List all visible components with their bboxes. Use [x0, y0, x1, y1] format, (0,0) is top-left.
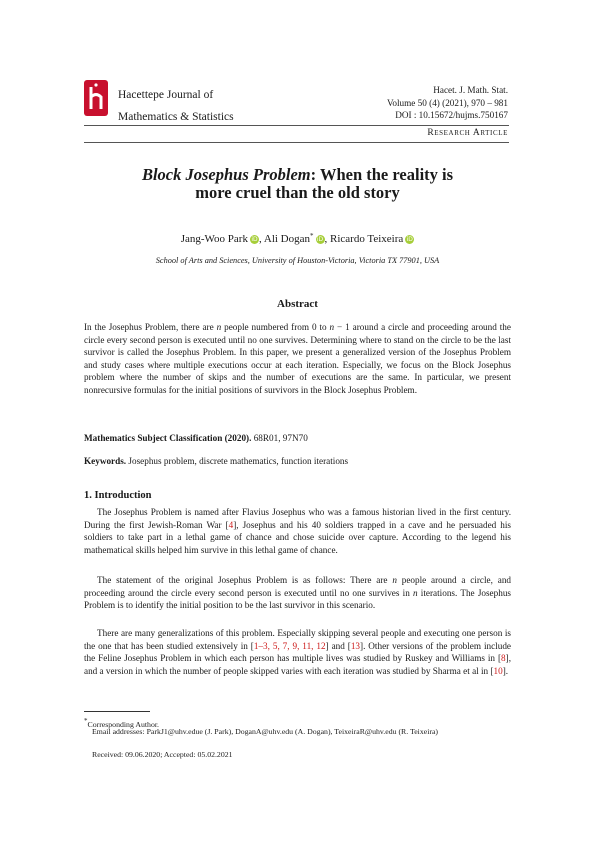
citation-link[interactable]: 1–3, 5, 7, 9, 11, 12	[253, 640, 326, 651]
section-heading-introduction: 1. Introduction	[84, 490, 152, 501]
intro-text: ].	[502, 665, 509, 676]
citation-journal: Hacet. J. Math. Stat.	[433, 85, 508, 95]
journal-logo	[84, 80, 108, 116]
keywords-value: Josephus problem, discrete mathematics, function iterations	[128, 456, 349, 466]
intro-text: The statement of the original Josephus Problem is as follows: There are	[97, 575, 393, 585]
header-rule-top	[84, 125, 509, 126]
orcid-icon[interactable]: iD	[316, 236, 324, 243]
intro-text: ], and a version in which the number of people skipped varies with each iteration was studied by Sharma et al in [	[84, 653, 511, 676]
citation-link[interactable]: 4	[228, 519, 234, 530]
citation-doi: DOI : 10.15672/hujms.750167	[395, 110, 508, 120]
author-list	[84, 232, 511, 245]
author-2: Ali Dogan	[263, 233, 311, 245]
citation-link[interactable]: 8	[501, 653, 506, 664]
author-separator: ,	[258, 233, 262, 245]
msc-value: 68R01, 97N70	[253, 433, 308, 443]
keywords-line	[84, 456, 348, 466]
article-type: Research Article	[427, 128, 508, 138]
corresponding-mark: *	[310, 232, 314, 240]
footnote-dates: Received: 09.06.2020; Accepted: 05.02.2021	[92, 750, 233, 759]
intro-paragraph-1	[84, 506, 511, 556]
orcid-icon[interactable]: iD	[251, 236, 258, 243]
paper-title	[84, 166, 511, 202]
footnote-mark: *	[84, 717, 88, 725]
journal-name	[118, 84, 234, 128]
msc-line	[84, 433, 308, 443]
orcid-icon[interactable]: iD	[406, 236, 413, 243]
journal-name-line2: Mathematics & Statistics	[118, 111, 234, 123]
citation-volume: Volume 50 (4) (2021), 970 – 981	[386, 97, 508, 108]
math-var: n	[392, 575, 397, 585]
intro-paragraph-3	[84, 627, 511, 677]
intro-text: people around a circle, and proceeding around the circle every second person is executed until no one survives in	[84, 575, 512, 598]
affiliation: School of Arts and Sciences, University of Houston-Victoria, Victoria TX 77901, USA	[155, 256, 440, 265]
keywords-label: Keywords.	[84, 456, 127, 466]
msc-label: Mathematics Subject Classification (2020).	[84, 433, 252, 443]
footnote-emails: Email addresses: ParkJ1@uhv.edue (J. Park), DoganA@uhv.edu (A. Dogan), TeixeiraR@uhv.edu (R. Teixeira)	[92, 727, 439, 736]
abstract-heading: Abstract	[277, 298, 318, 310]
footnote-rule	[84, 711, 150, 712]
title-line1-rest: : When the reality is	[310, 165, 454, 184]
citation-link[interactable]: 13	[350, 640, 361, 651]
abstract-text: − 1 around a circle and proceeding around the circle every second person is executed until no one survives. Determining where to stand on the circle to be the last survivor is called the Josephus Problem. In this paper, we present a generalized version of the Josephus Problem and study cases where multiple executions occur at each iteration. Especially, we focus on the Block Josephus problem where the number of skips and the number of executions are the same. In particular, we present nonrecursive formulas for the initial positions of survivors in the Block Josephus Problem.	[84, 322, 511, 395]
author-1: Jang-Woo Park	[180, 233, 248, 245]
intro-text: There are many generalizations of this problem. Especially skipping several people and executing one person is the one that has been studied extensively in [	[84, 628, 511, 651]
intro-text: ], Josephus and his 40 soldiers trapped in a cave and he persuaded his soldiers to take part in a lethal game of chance and chose suicide over capture. According to the legend his mathematical skills helped him survive in this lethal game of chance.	[84, 519, 511, 555]
math-var: n	[216, 322, 222, 332]
journal-name-line1: Hacettepe Journal of	[118, 89, 214, 101]
abstract-body	[84, 321, 511, 397]
intro-text: The Josephus Problem is named after Flavius Josephus who was a famous historian lived in the first century. During the first Jewish-Roman War [	[84, 507, 511, 530]
abstract-text: In the Josephus Problem, there are	[84, 322, 217, 332]
citation-block	[387, 84, 508, 122]
title-italic: Block Josephus Problem	[141, 165, 311, 184]
math-var: n	[413, 587, 418, 598]
intro-text: iterations. The Josephus Problem is to identify the initial position to be the last survivor in this scenario.	[84, 587, 511, 611]
author-separator: ,	[324, 233, 328, 245]
author-3: Ricardo Teixeira	[330, 233, 404, 245]
abstract-text: people numbered from 0 to	[221, 322, 330, 332]
intro-paragraph-2	[84, 574, 511, 612]
citation-link[interactable]: 10	[493, 665, 503, 676]
intro-text: ] and [	[325, 640, 351, 651]
footnote-text: Corresponding Author.	[87, 720, 159, 729]
intro-text: ]. Other versions of the problem include the Feline Josephus Problem in which each person has multiple lives was studied by Ruskey and Williams in [	[84, 640, 512, 664]
title-line2: more cruel than the old story	[195, 183, 400, 202]
header-rule-bottom	[84, 142, 509, 143]
math-var: n	[329, 322, 335, 332]
